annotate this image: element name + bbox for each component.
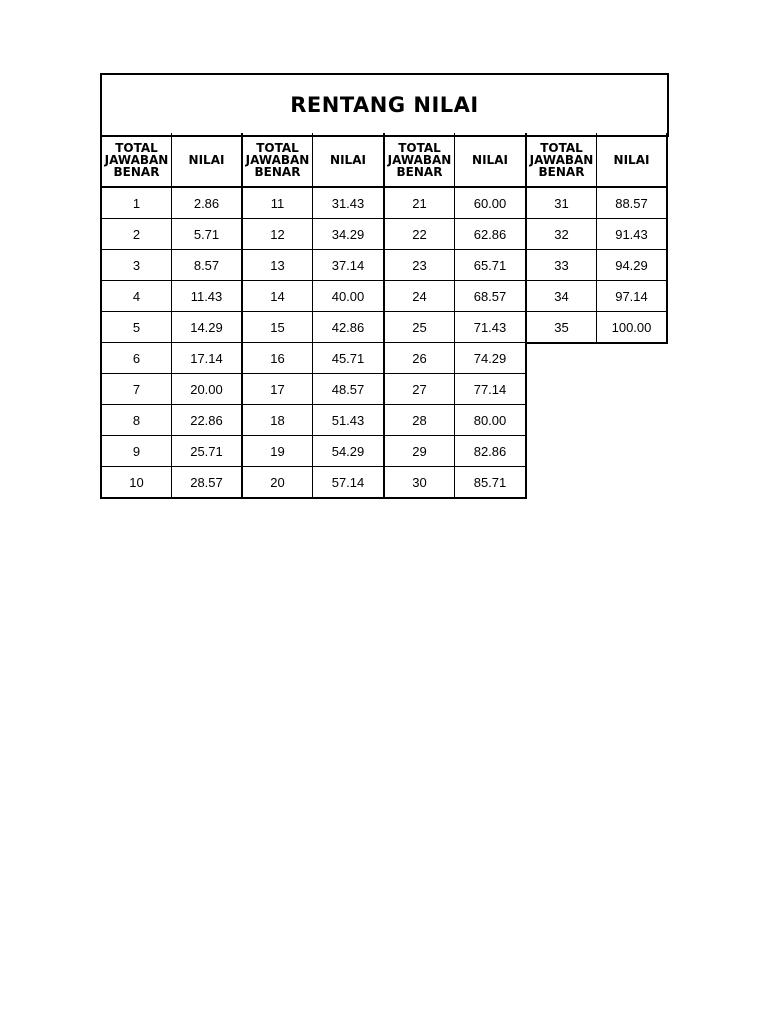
header-total-jawaban-benar	[243, 133, 313, 186]
table-header-row	[385, 133, 525, 188]
cell-nilai: 68.57	[473, 288, 507, 304]
cell-total-jawaban-benar: 10	[102, 467, 172, 497]
cell-total-jawaban-benar: 35	[527, 312, 597, 342]
header-total-line: JAWABAN	[387, 152, 452, 167]
table-row	[527, 312, 666, 342]
table-row	[243, 281, 383, 312]
table-row	[385, 343, 525, 374]
header-total-line: TOTAL	[115, 140, 158, 155]
cell-total-jawaban-benar: 15	[243, 312, 313, 342]
header-nilai: NILAI	[188, 152, 225, 167]
header-total-line: BENAR	[538, 164, 585, 179]
header-total-line: TOTAL	[256, 140, 299, 155]
cell-nilai: 54.29	[331, 443, 365, 459]
cell-nilai: 25.71	[190, 443, 223, 459]
cell-nilai: 60.00	[473, 195, 507, 211]
table-header-row	[243, 133, 383, 188]
cell-nilai: 22.86	[190, 412, 223, 428]
header-total-line: BENAR	[396, 164, 443, 179]
table-row	[102, 219, 241, 250]
table-header-row	[527, 133, 666, 188]
cell-nilai: 91.43	[615, 226, 648, 242]
table-row	[385, 436, 525, 467]
table-row	[243, 188, 383, 219]
cell-total-jawaban-benar: 12	[243, 219, 313, 249]
cell-nilai: 2.86	[193, 195, 220, 211]
cell-nilai: 11.43	[190, 288, 223, 304]
table-row	[385, 467, 525, 497]
header-nilai: NILAI	[330, 152, 366, 167]
cell-total-jawaban-benar: 5	[102, 312, 172, 342]
cell-total-jawaban-benar: 20	[243, 467, 313, 497]
header-nilai: NILAI	[613, 152, 650, 167]
table-row	[527, 281, 666, 312]
cell-total-jawaban-benar: 1	[102, 188, 172, 218]
cell-nilai: 94.29	[615, 257, 648, 273]
header-total-jawaban-benar	[527, 133, 597, 186]
cell-total-jawaban-benar: 32	[527, 219, 597, 249]
column-group-4	[525, 133, 668, 344]
table-row	[243, 436, 383, 467]
table-row	[102, 312, 241, 343]
header-total-jawaban-benar	[385, 133, 455, 186]
cell-total-jawaban-benar: 30	[385, 467, 455, 497]
table-row	[243, 219, 383, 250]
table-row	[102, 467, 241, 497]
cell-nilai: 85.71	[473, 474, 507, 490]
table-title: RENTANG NILAI	[290, 93, 479, 117]
table-row	[102, 343, 241, 374]
table-row	[102, 405, 241, 436]
cell-total-jawaban-benar: 8	[102, 405, 172, 435]
cell-total-jawaban-benar: 24	[385, 281, 455, 311]
cell-total-jawaban-benar: 28	[385, 405, 455, 435]
cell-nilai: 100.00	[611, 319, 652, 335]
header-nilai: NILAI	[472, 152, 508, 167]
table-row	[527, 250, 666, 281]
cell-total-jawaban-benar: 19	[243, 436, 313, 466]
cell-total-jawaban-benar: 33	[527, 250, 597, 280]
header-total-line: JAWABAN	[529, 152, 594, 167]
cell-nilai: 17.14	[190, 350, 223, 366]
cell-total-jawaban-benar: 2	[102, 219, 172, 249]
cell-total-jawaban-benar: 9	[102, 436, 172, 466]
header-total-line: TOTAL	[398, 140, 441, 155]
cell-total-jawaban-benar: 7	[102, 374, 172, 404]
cell-nilai: 57.14	[331, 474, 365, 490]
table-title-cell	[100, 73, 669, 137]
table-row	[243, 343, 383, 374]
table-row	[385, 405, 525, 436]
cell-nilai: 71.43	[473, 319, 507, 335]
cell-total-jawaban-benar: 34	[527, 281, 597, 311]
table-row	[385, 312, 525, 343]
cell-total-jawaban-benar: 18	[243, 405, 313, 435]
column-group-2	[241, 133, 385, 499]
column-group-1	[100, 133, 243, 499]
cell-nilai: 31.43	[331, 195, 365, 211]
cell-nilai: 77.14	[473, 381, 507, 397]
cell-nilai: 82.86	[473, 443, 507, 459]
cell-total-jawaban-benar: 26	[385, 343, 455, 373]
cell-total-jawaban-benar: 6	[102, 343, 172, 373]
cell-nilai: 28.57	[190, 474, 223, 490]
cell-nilai: 34.29	[331, 226, 365, 242]
cell-nilai: 20.00	[190, 381, 223, 397]
cell-nilai: 62.86	[473, 226, 507, 242]
cell-nilai: 37.14	[331, 257, 365, 273]
table-row	[243, 405, 383, 436]
cell-nilai: 80.00	[473, 412, 507, 428]
cell-nilai: 74.29	[473, 350, 507, 366]
table-row	[102, 188, 241, 219]
cell-nilai: 48.57	[331, 381, 365, 397]
cell-nilai: 45.71	[331, 350, 365, 366]
cell-nilai: 88.57	[615, 195, 648, 211]
cell-nilai: 40.00	[331, 288, 365, 304]
table-row	[102, 436, 241, 467]
cell-nilai: 97.14	[615, 288, 648, 304]
header-total-jawaban-benar	[102, 133, 172, 186]
cell-nilai: 5.71	[193, 226, 220, 242]
table-row	[102, 374, 241, 405]
table-row	[527, 219, 666, 250]
cell-total-jawaban-benar: 31	[527, 188, 597, 218]
table-row	[385, 250, 525, 281]
cell-nilai: 65.71	[473, 257, 507, 273]
cell-nilai: 14.29	[190, 319, 223, 335]
table-header-row	[102, 133, 241, 188]
cell-total-jawaban-benar: 16	[243, 343, 313, 373]
cell-total-jawaban-benar: 17	[243, 374, 313, 404]
cell-total-jawaban-benar: 14	[243, 281, 313, 311]
cell-total-jawaban-benar: 21	[385, 188, 455, 218]
cell-total-jawaban-benar: 4	[102, 281, 172, 311]
cell-total-jawaban-benar: 23	[385, 250, 455, 280]
table-row	[243, 312, 383, 343]
cell-total-jawaban-benar: 25	[385, 312, 455, 342]
table-row	[102, 281, 241, 312]
table-row	[243, 467, 383, 497]
table-row	[385, 219, 525, 250]
table-row	[385, 188, 525, 219]
column-group-3	[383, 133, 527, 499]
cell-total-jawaban-benar: 27	[385, 374, 455, 404]
cell-total-jawaban-benar: 22	[385, 219, 455, 249]
table-row	[385, 281, 525, 312]
table-row	[243, 250, 383, 281]
header-total-line: BENAR	[254, 164, 301, 179]
header-total-line: BENAR	[113, 164, 160, 179]
table-row	[385, 374, 525, 405]
cell-total-jawaban-benar: 13	[243, 250, 313, 280]
cell-nilai: 8.57	[193, 257, 220, 273]
header-total-line: JAWABAN	[245, 152, 310, 167]
cell-total-jawaban-benar: 3	[102, 250, 172, 280]
cell-nilai: 42.86	[331, 319, 365, 335]
table-row	[243, 374, 383, 405]
header-total-line: JAWABAN	[104, 152, 169, 167]
cell-total-jawaban-benar: 11	[243, 188, 313, 218]
cell-total-jawaban-benar: 29	[385, 436, 455, 466]
table-row	[527, 188, 666, 219]
table-row	[102, 250, 241, 281]
header-total-line: TOTAL	[540, 140, 583, 155]
cell-nilai: 51.43	[331, 412, 365, 428]
